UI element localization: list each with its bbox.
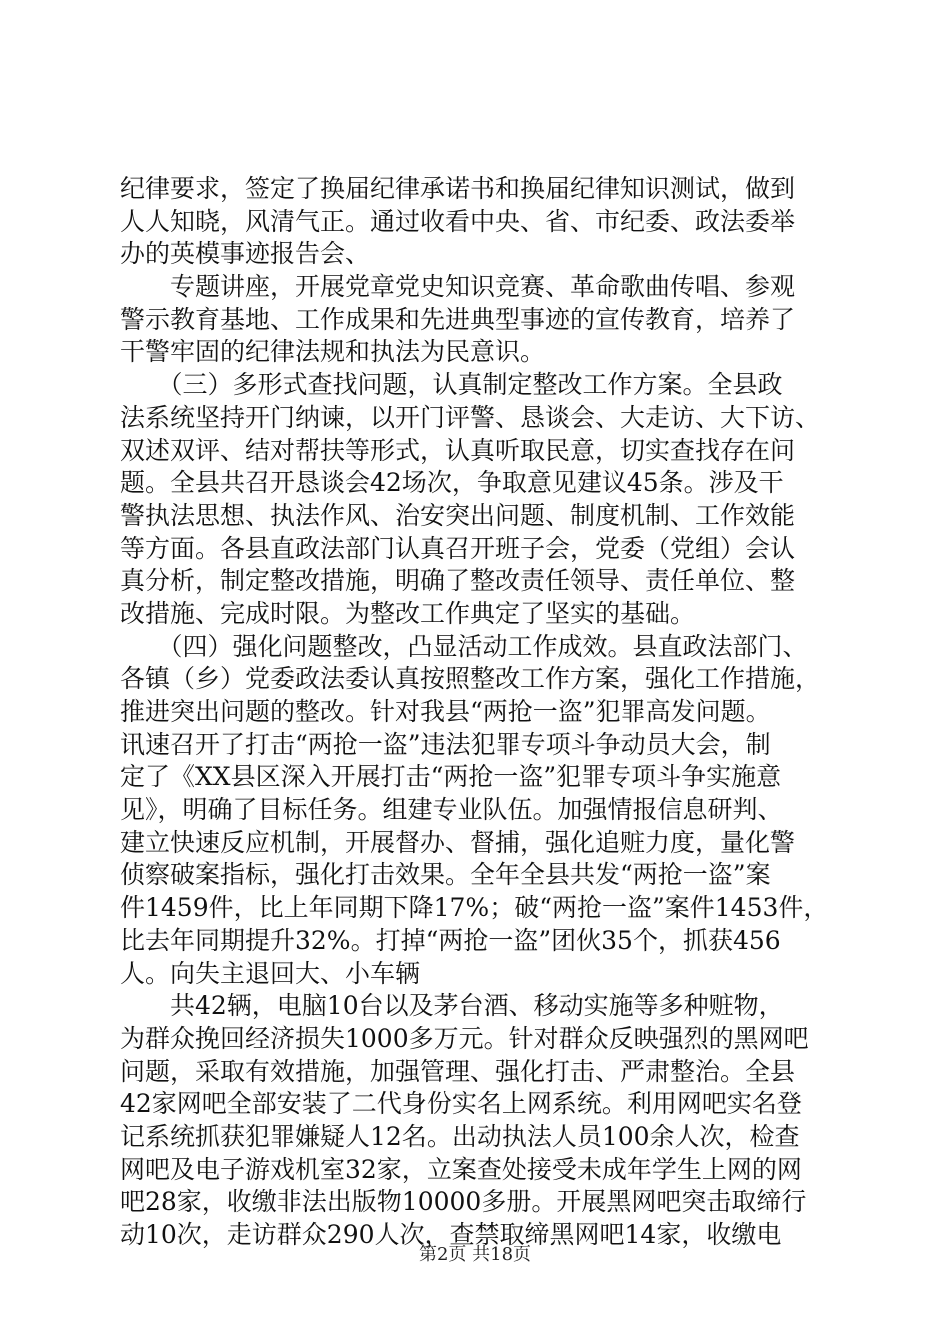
text-line: 人。向失主退回大、小车辆 [120, 958, 421, 988]
text-line: 建立快速反应机制，开展督办、督捕，强化追赃力度，量化警 [120, 827, 796, 857]
body-text [120, 173, 832, 1252]
text-line: 比去年同期提升32%。打掉“两抢一盗”团伙35个，抓获456 [120, 925, 781, 955]
text-line: 记系统抓获犯罪嫌疑人12名。出动执法人员100余人次，检查 [120, 1121, 800, 1151]
text-line: 纪律要求，签定了换届纪律承诺书和换届纪律知识测试，做到 [120, 174, 796, 203]
text-line: 推进突出问题的整改。针对我县“两抢一盗”犯罪高发问题。 [120, 697, 771, 726]
text-line: 真分析，制定整改措施，明确了整改责任领导、责任单位、整 [120, 566, 796, 596]
text-line: 问题，采取有效措施，加强管理、强化打击、严肃整治。全县 [120, 1056, 796, 1086]
text-line: 网吧及电子游戏机室32家，立案查处接受未成年学生上网的网 [120, 1154, 802, 1184]
text-line: 双述双评、结对帮扶等形式，认真听取民意，切实查找存在问 [120, 435, 796, 465]
text-line: 干警牢固的纪律法规和执法为民意识。 [120, 337, 546, 367]
text-line: 题。全县共召开恳谈会42场次，争取意见建议45条。涉及干 [120, 468, 784, 498]
text-line: 动10次，走访群众290人次，查禁取缔黑网吧14家，收缴电 [120, 1220, 782, 1249]
text-line: 改措施、完成时限。为整改工作典定了坚实的基础。 [120, 598, 696, 628]
text-line: 侦察破案指标，强化打击效果。全年全县共发“两抢一盗”案 [120, 860, 771, 890]
page-number-footer: 第2页 共18页 [418, 1244, 532, 1265]
text-line: （三）多形式查找问题，认真制定整改工作方案。全县政 [120, 370, 783, 400]
text-line: 等方面。各县直政法部门认真召开班子会，党委（党组）会认 [120, 533, 796, 563]
text-line: 共42辆，电脑10台以及茅台酒、移动实施等多种赃物， [120, 991, 784, 1021]
text-line: 法系统坚持开门纳谏，以开门评警、恳谈会、大走访、大下访、 [120, 402, 821, 432]
text-line: 讯速召开了打击“两抢一盗”违法犯罪专项斗争动员大会，制 [120, 729, 771, 759]
text-line: 件1459件，比上年同期下降17%；破“两抢一盗”案件1453件， [120, 893, 829, 923]
text-line: 定了《XX县区深入开展打击“两抢一盗”犯罪专项斗争实施意 [120, 762, 782, 792]
text-line: （四）强化问题整改，凸显活动工作成效。县直政法部门、 [120, 631, 808, 661]
text-line: 专题讲座，开展党章党史知识竞赛、革命歌曲传唱、参观 [120, 272, 796, 302]
text-line: 警执法思想、执法作风、治安突出问题、制度机制、工作效能 [120, 500, 796, 530]
text-line: 警示教育基地、工作成果和先进典型事迹的宣传教育，培养了 [120, 304, 796, 334]
text-line: 办的英模事迹报告会、 [120, 239, 371, 269]
text-line: 42家网吧全部安装了二代身份实名上网系统。利用网吧实名登 [120, 1089, 802, 1119]
text-line: 吧28家，收缴非法出版物10000多册。开展黑网吧突击取缔行 [120, 1187, 807, 1217]
text-line: 见》，明确了目标任务。组建专业队伍。加强情报信息研判、 [120, 795, 783, 825]
text-line: 为群众挽回经济损失1000多万元。针对群众反映强烈的黑网吧 [120, 1023, 809, 1053]
text-line: 人人知晓，风清气正。通过收看中央、省、市纪委、政法委举 [120, 206, 796, 236]
text-line: 各镇（乡）党委政法委认真按照整改工作方案，强化工作措施， [120, 664, 821, 694]
